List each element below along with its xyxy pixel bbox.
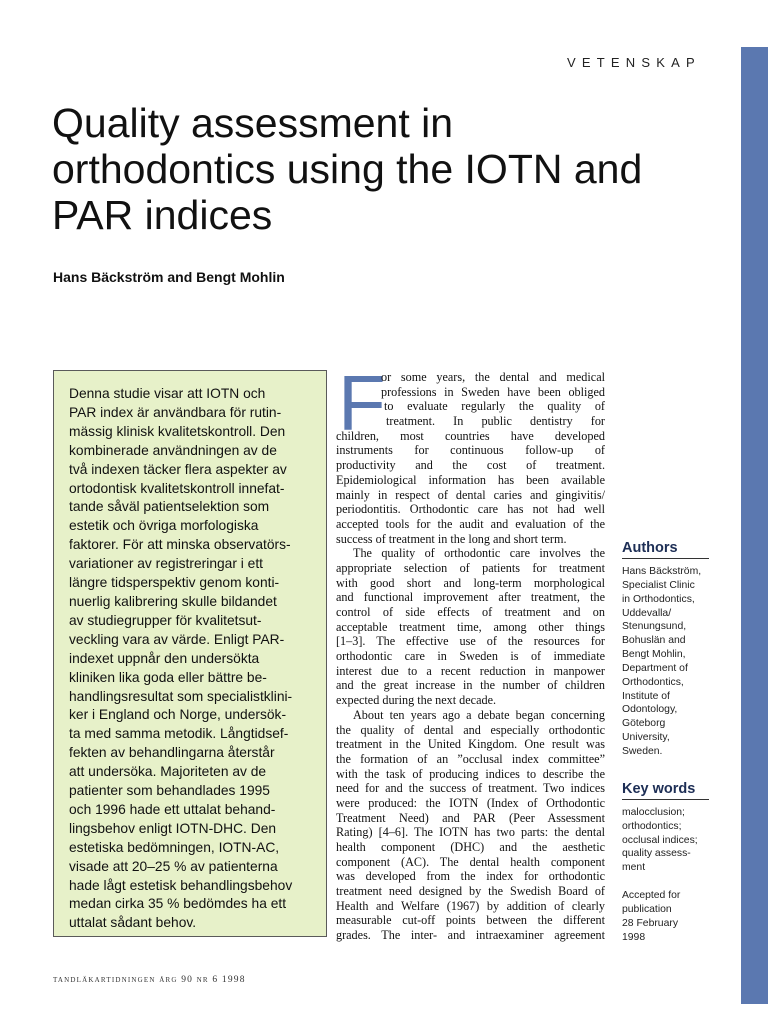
abstract-line: estetik och övriga morfologiska: [69, 518, 259, 534]
abstract-line: ta med samma metodik. Långtidsef-: [69, 726, 289, 742]
body-line: treatment. In public dentistry for: [386, 414, 605, 429]
body-line: accepted tools for the audit and evaluation of the: [336, 516, 605, 531]
abstract-line: variationer av registreringar i ett: [69, 556, 264, 572]
accent-side-bar: [741, 47, 768, 1004]
body-line: treatment need designed by the Swedish Board of: [336, 884, 605, 899]
body-line: grades. The inter- and intraexaminer agreement: [336, 928, 605, 943]
body-line: were produced: the IOTN (Index of Orthodontic: [336, 795, 605, 810]
abstract-line: ker i England och Norge, undersök-: [69, 707, 287, 723]
abstract-line: hade lågt estetisk behandlingsbehov: [69, 877, 293, 893]
abstract-line: Denna studie visar att IOTN och: [69, 386, 266, 401]
body-line: success of treatment in the long and short term.: [336, 531, 567, 546]
abstract-line: handlingsresultat som specialistklini-: [69, 688, 293, 704]
abstract-line: uttalat sådant behov.: [69, 915, 197, 931]
drop-cap: F: [338, 359, 386, 447]
body-line: professions in Sweden have been obliged: [381, 384, 605, 399]
accepted-date: Accepted for publication 28 February 1998: [622, 890, 681, 943]
section-label: VETENSKAP: [567, 55, 701, 70]
abstract-line: nuerlig kalibrering skulle bildandet: [69, 593, 277, 609]
body-line: component (AC). The dental health component: [336, 854, 605, 869]
body-line: mainly in respect of dental caries and gingivitis/: [336, 487, 605, 502]
abstract-line: och 1996 hade ett uttalat behand-: [69, 801, 276, 817]
body-line: treatment in the United Kingdom. One result was: [336, 737, 605, 752]
abstract-line: två indexen täcker flera aspekter av: [69, 461, 287, 477]
abstract-line: visade att 20–25 % av patienterna: [69, 858, 278, 874]
body-line: health component (DHC) and the aesthetic: [336, 840, 605, 854]
abstract-line: estetiska bedömningen, IOTN-AC,: [69, 839, 280, 855]
abstract-line: PAR index är användbara för rutin-: [69, 404, 282, 420]
body-line: Rating) [4–6]. The IOTN has two parts: the dental: [336, 825, 605, 840]
body-line: to evaluate regularly the quality of: [384, 399, 605, 414]
abstract-line: patienter som behandlades 1995: [69, 783, 270, 799]
article-sidebar: [622, 540, 710, 944]
body-line: control of side effects of treatment and on: [336, 605, 605, 619]
body-line: orthodontic care in Sweden is of immediate: [336, 649, 605, 664]
abstract-line: indexet uppnår den undersökta: [69, 650, 260, 666]
abstract-line: veckling vara av värde. Enligt PAR-: [69, 631, 285, 647]
body-line: Treatment Need) and PAR (Peer Assessment: [336, 810, 605, 825]
abstract-line: kliniken lika goda eller bättre be-: [69, 669, 267, 685]
body-line: the formation of an ”occlusal index committee”: [336, 751, 605, 766]
swedish-abstract-box: [53, 370, 327, 937]
body-text-column: [336, 370, 605, 943]
body-line: Health and Welfare (1967) by addition of clearly: [336, 898, 605, 913]
abstract-line: lingsbehov enligt IOTN-DHC. Den: [69, 820, 277, 836]
abstract-line: fekten av behandlingarna återstår: [69, 745, 275, 761]
body-line: appropriate selection of patients for treatment: [336, 560, 605, 575]
abstract-line: tande såväl patientselektion som: [69, 499, 270, 515]
authors-heading: Authors: [622, 540, 709, 559]
body-line: need for and the success of treatment. Two indices: [336, 781, 605, 796]
abstract-line: faktorer. För att minska observatörs-: [69, 537, 291, 553]
body-line: children, most countries have developed: [336, 428, 605, 443]
body-line: interest due to a recent reduction in manpower: [336, 663, 605, 678]
body-line: [1–3]. The effective use of the resources for: [336, 634, 605, 649]
body-line: and the great increase in the number of children: [336, 678, 605, 693]
abstract-text: [69, 385, 312, 933]
abstract-line: kombinerade användningen av de: [69, 442, 277, 458]
abstract-line: att undersöka. Majoriteten av de: [69, 764, 267, 780]
body-line: Epidemiological information has been available: [336, 472, 605, 487]
body-line: The quality of orthodontic care involves the: [353, 546, 605, 561]
body-line: instruments for continuous follow-up of: [336, 443, 605, 458]
body-line: with good short and long-term morphological: [336, 575, 605, 590]
authors-affiliation: Hans Bäckström, Specialist Clinic in Orthodontics, Uddevalla/ Stenungsund, Bohuslän and Bengt Mohlin, Department of Orthodontics, Institute of Odontology, Göteborg University, Sweden.: [622, 566, 702, 757]
article-title: Quality assessment in orthodontics using the IOTN and PAR indices: [52, 100, 643, 238]
body-line: periodontitis. Orthodontic care has not had well: [336, 502, 605, 517]
body-line: acceptable treatment time, among other things: [336, 619, 605, 634]
body-line: and functional improvement after treatment, the: [336, 590, 605, 605]
body-line: was developed from the index for orthodontic: [336, 869, 605, 884]
body-line: measurable cut-off points between the different: [336, 913, 605, 928]
abstract-line: av studiegrupper för kvalitetsut-: [69, 612, 262, 628]
abstract-line: mässig klinisk kvalitetskontroll. Den: [69, 423, 286, 439]
body-line: About ten years ago a debate began concerning: [353, 707, 605, 722]
abstract-line: medan cirka 35 % bedömdes ha ett: [69, 896, 287, 912]
abstract-line: ortodontisk kvalitetskontroll innefat-: [69, 480, 285, 496]
journal-footer: tandläkartidningen årg 90 nr 6 1998: [53, 975, 246, 985]
body-line: productivity and the cost of treatment.: [336, 458, 605, 473]
body-line: expected during the next decade.: [336, 693, 497, 708]
body-line: with the task of producing indices to describe the: [336, 766, 605, 781]
body-line: or some years, the dental and medical: [381, 370, 605, 384]
body-line: the quality of dental and especially orthodontic: [336, 722, 605, 737]
keywords-heading: Key words: [622, 781, 709, 800]
abstract-line: längre tidsperspektiv genom konti-: [69, 575, 280, 591]
article-authors: Hans Bäckström and Bengt Mohlin: [53, 269, 285, 285]
keywords-list: malocclusion; orthodontics; occlusal indices; quality assess- ment: [622, 806, 698, 874]
